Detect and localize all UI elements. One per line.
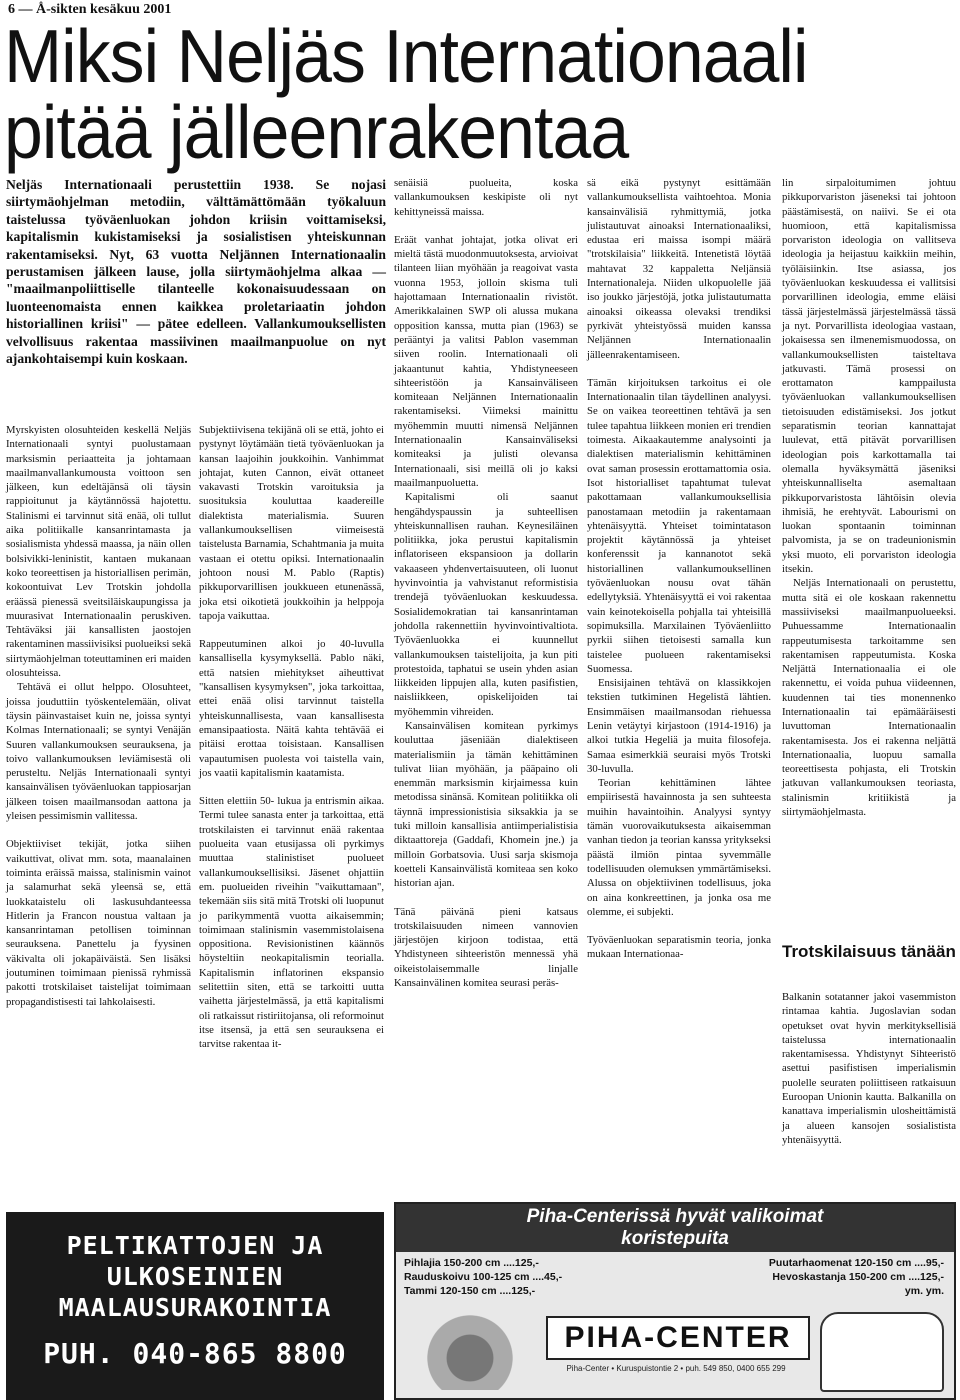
painting-advertisement <box>6 1212 384 1400</box>
paragraph: Eräät vanhat johtajat, jotka olivat eri mieltä tästä muodonmuutoksesta, arvioivat tilanteen liian myöhään ja reagoivat vasta vuonna 1953, jolloin skisma tuli hajottamaan Internationaalin rivistöt. Amerikkalainen SWP oli alussa mukana opposition kanssa, mutta pian (1963) se perääntyi ja valitsi Pablon vasemman siiven roolin. Internationaali oli jakaantunut kahtia, Yhdistyneeseen sihteeristöön ja Kansainväliseen komiteaan Neljännen Internationaalin rakentamiseksi. Viimeksi mainittu myöhemmin muutti nimensä Neljännen Internationaalin Kansainväliseksi komiteaksi ja julisti olevansa Internationaali, sisi meillä oli jo kaksi maailmanpuoluetta. <box>394 233 578 489</box>
price-item: Rauduskoivu 100-125 cm ....45,- <box>404 1271 563 1283</box>
tree-illustration <box>410 1310 530 1390</box>
column-5 <box>782 176 956 819</box>
price-item: ym. ym. <box>904 1285 944 1297</box>
column-1 <box>6 423 191 1009</box>
price-list <box>404 1256 944 1298</box>
price-item: Pihlajia 150-200 cm ....125,- <box>404 1257 539 1269</box>
ad-headline <box>396 1204 954 1252</box>
paragraph: lin sirpaloitumimen johtuu pikkuporvariston jäseneksi tai johtoon päästämisestä, on naiivi. Se ei ota huomioon, että kapitalismissa porvariston ideologia on vallitseva ideologia ja heijastuu kaikkiin meihin, työläisiinkin. Itse asiassa, jos työväenluokan keskuudessa ei vallitsisi porvarillinen ideologia, emme eläisi tässä järjestelmässä järjestelmässä tässä ja nyt. Porvarillista ideologiaa vastaan, jokaisessa sen ilmenemismuodossa, on vallankumouksellisten taisteltava jatkuvasti. Tämä prosessi on erottamaton kamppailusta työväenluokan vallankumouksellisen tietoisuuden edistämiseksi. Jos jotkut separatismin teorian kannattajat luulevat, että pitävät porvarillisen ideologian pois karkottamalla tai olemalla hyväksymättä jäseniksi yhteiskunnalliselta asemaltaan pikkuporvaristosta lähtöisin olevia ihmisiä, he erehtyvät. Labourismi on luokan spontaanin toiminnan palvomista, ja se on tradeunionismin yksi muoto, eli porvariston ideologia itsekin. <box>782 177 956 576</box>
paragraph: Ensisijainen tehtävä on klassikkojen tekstien tutkiminen Hegelistä lähtien. Ensimmäisen maailmansodan riehuessa Lenin vetäytyi kirjastoon (1914-1916) ja alkoi tutkia Hegeliä ja muita filosofeja. Samaa esimerkkiä seuraisi myös Trotski 30-luvulla. <box>587 677 771 775</box>
paragraph: Tehtävä ei ollut helppo. Olosuhteet, joissa jouduttiin työskentelemään, olivat täysin päinvastaiset kuin ne, joissa syntyi Kolmas Internationaali; se syntyi Venäjän Suuren vallankumouksen seurauksena, ja toivo vallankumouksen leviämisestä oli perusteltu. Neljäs Internationaali syntyi kansainvälisen työväenluokan tappiosarjan jälkeen toisen maailmansodan aattona ja yleisen pessimismin vallitessa. <box>6 681 191 823</box>
ad-line-3: MAALAUSURAKOINTIA <box>58 1293 332 1322</box>
headline-line-1: Miksi Neljäs Internationaali <box>4 14 808 98</box>
paragraph: Neljäs Internationaali on perustettu, mutta sitä ei ole koskaan rakennettu massiiviseksi maailmanpuolueeksi. Puhuessamme Internationaalin rappeutumisesta tarkoitamme sen rakentamisen rappeutumista. Koska Neljättä Internationaalia ei ole rakennettu, ei voida puhua viideennen, kuudennen tai ties monennenko Internationaalin tai epämääräisesti luvuttoman Internationaalin rakentamisesta. Jos ei rakenna neljättä Internationaalia, luopuu samalla teoreettisesta pohjasta, eli Trotskin jatkuvan vallankumouksen teoriasta, stalinismin kritiikistä ja siirtymäohjelmasta. <box>782 577 956 819</box>
price-item: Hevoskastanja 150-200 cm ....125,- <box>772 1271 944 1283</box>
price-row <box>404 1256 944 1270</box>
price-row <box>404 1270 944 1284</box>
ad-phone: PUH. 040-865 8800 <box>43 1337 347 1370</box>
paragraph: Objektiiviset tekijät, jotka siihen vaikuttivat, olivat mm. sota, maanalainen toiminta eräissä maissa, stalinismin vainot ja salamurhat sekä yleensä se, että luokkataistelu oli laskusuhdanteessa Hitlerin ja Francon noustua valtaan ja kansanrintaman petollisen toiminnan seurauksena. Panettelu ja fyysinen väkivalta oli jokapäiväistä. Sen lisäksi joutuminen toimimaan pienissä ryhmissä pakotti trotskilaiset taistelijat toimimaan propagandistisesti tai lahkolaisesti. <box>6 838 191 1008</box>
signboard-illustration <box>820 1312 944 1392</box>
paragraph: Työväenluokan separatismin teoria, jonka mukaan Internationaa- <box>587 934 771 961</box>
ad-headline-2: koristepuita <box>621 1228 729 1249</box>
sidebar-heading: Trotskilaisuus tänään <box>782 942 956 961</box>
paragraph: Sitten elettiin 50- lukua ja entrismin aikaa. Termi tulee sanasta enter ja tarkoittaa, että trotskilaisten ei tarvinnut enää rakentaa puolueita vaan etusijassa oli pyrkimys muuttaa stalinistiset puolueet vallankumouksellisiksi. Jäsenet ohjattiin em. puolueiden riveihin "vaikuttamaan", tekemään siis sitä mitä Trotski oli luopunut jo parikymmentä vuotta aikaisemmin; toimimaan stalinismin vasemmistolaisena oppositiona. Revisionistinen käännös höysteltiin neokapitalismin teorialla. Kapitalismin inflatorinen ekspansio selitettiin siten, että se tarkoitti uutta vaihetta järjestelmässä, ja että kapitalismi oli ratkaissut ristiriitojansa, oli reformoinut itse itsensä, ja että sen seurauksena ei tarvitse rakentaa it- <box>199 795 384 1051</box>
paragraph: Kapitalismi oli saanut hengähdyspaussin ja suhteellisen yhteiskunnallisen rauhan. Keynesiläinen politiikka, joka perustui kapitalismin inflatoriseen ekspansioon ja dollarin vakaaseen yhdenvertaisuuteen, oli luonut hyvinvointia ja vahvistanut reformistisia trendejä työväenluokan keskuudessa. Sosialidemokratian tai kansanrintaman johdolla rakennettiin hyvinvointivaltiota. Työväenluokka ei kuunnellut vallankumouksen taistelijoita, ja kun piti protestoida, taphatui se usein yhden asian liikkeiden lippujen alla, kuten pasifistien, naisliikkeen, opiskelijoiden tai myöhemmin vihreiden. <box>394 491 578 718</box>
paragraph: Kansainvälisen komitean pyrkimys kouluttaa jäseniään dialektiseen materialismiin ja tämän kehittäminen tulivat liian myöhään, ja pääpaino oli enemmän marksismin kirjaimessa kuin metodissa sinänsä. Komitean politiikka oli täynnä impressionistisia siksakkia ja se tuki milloin kansallisia antiimperialistisia diktaattoreja (Gaddafi, Khomein jne.) ja milloin Gorbatsovia. Uusi sarja skismoja koetteli Kansainvälistä komiteaa sen koko historian ajan. <box>394 719 578 890</box>
headline-line-2: pitää jälleenrakentaa <box>4 90 629 174</box>
piha-center-logo: PIHA-CENTER <box>546 1316 810 1360</box>
column-2 <box>199 423 384 1051</box>
lead-paragraph: Neljäs Internationaali perustettiin 1938. Se nojasi siirtymäohjelman metodiin, välttämättömään työkaluun taistelussa työväenluokan johdon kriisin voittamiseksi, kapitalismin kukistamiseksi ja sosialistisen yhteiskunnan rakentamiseksi. Nyt, 63 vuotta Neljännen Internationaalin perustamisen jälkeen lause, jolla siirtymäohjelma alkaa — "maailmanpoliittiselle tilanteelle kokonaisuudessaan on luonteenomaista ennen kaikkea proletariaatin johdon historiallinen kriisi" — pätee edelleen. Vallankumouksellisten velvollisuus rakentaa massiivinen maailmanpuolue on nyt ajankohtaisempi kuin koskaan. <box>6 177 386 367</box>
paragraph: senäisiä puolueita, koska vallankumouksen keskipiste oli nyt kehittyneissä maissa. <box>394 177 578 218</box>
ad-address: Piha-Center • Kuruspuistontie 2 • puh. 549 850, 0400 655 299 <box>566 1364 786 1373</box>
headline <box>4 14 888 174</box>
sidebar-text <box>782 990 956 1147</box>
paragraph: Rappeutuminen alkoi jo 40-luvulla kansallisella kysymyksellä. Pablo näki, että natsien miehitykset aiheuttivat "kansallisen kysymyksen", joka tarkoittaa, ettei enää olisi tarvinnut taistella yhteiskunnallisesta, vaan kansallisesta emansipaatiosta. Näitä kahta tehtävää ei pitäisi erottaa toisistaan. Kansallisen vapautumisen puolesta voi taistella vain, jos vaatii kapitalismin kaatamista. <box>199 638 384 779</box>
paragraph: Balkanin sotatanner jakoi vasemmiston rintamaa kahtia. Jugoslavian sodan opetukset ovat hyvin merkityksellisiä taistelussa internationaalin rakentamisessa. Yhdistynyt Sihteeristö asettui pasifistisen imperialismin puolelle seuraten poliittiseen ratkaisuun Euroopan Unionin kautta. Balkanilla on kanattava imperialismin ulosheittämistä ja alueen kansojen sosialistista yhtenäisyyttä. <box>782 991 956 1146</box>
price-item: Tammi 120-150 cm ....125,- <box>404 1285 536 1297</box>
page-header: 6 — Å-sikten kesäkuu 2001 <box>8 2 172 17</box>
ad-line-1: PELTIKATTOJEN JA <box>66 1231 324 1260</box>
paragraph: Tämän kirjoituksen tarkoitus ei ole Internationaalin tilan täydellinen analyysi. Se on vaikea teoreettinen tehtävä ja sen tulee tapahtua liikkeen monien eri trendien toimesta. Aikaakautemme analysointi ja dialektisen materialismin kehittäminen ovat saman prosessin erottamattomia osia. Isot historialliset tapahtumat tulevat pakottamaan vallankumouksellisia panostamaan metodiin ja rakentamaan yhtenäisyyttä. Yhteiset toimintatason projektit käytännössä ja yhteiset konferenssit ja kannanotot sekä historiallinen vallankumouksellinen työväenluokan nousu ovat tähän edellytyksiä. Yhtenäisyyttä ei voi rakentaa vain keinotekoisella pohjalla tai yhteisillä sopimuksilla. Marxilainen Työväenliitto pyrkii siihen tietoisesti samalla kun taistelee puolueen rakentamiseksi Suomessa. <box>587 376 771 675</box>
price-row <box>404 1284 944 1298</box>
paragraph: Subjektiivisena tekijänä oli se että, johto ei pystynyt löytämään tietä työväenluokan ja kansan laajoihin joukkoihin. Vanhimmat johtajat, kuten Cannon, eivät ottaneet vakavasti Trotskin varoituksia ja suosituksia kouluttaa kaadereille dialektista materialismia. Suuren vallankumouksellisen viimeisestä taistelusta Barnamia, Schahtmania ja muita vastaan ei otettu opiksi. Internationaalin johtoon nousi M. Pablo (Raptis) pikkuporvarillisen joukkueen etunenässä, joka etsi oikotietä joukkoihin ja helppoja tapoja vaikuttaa. <box>199 424 384 622</box>
paragraph: Myrskyisten olosuhteiden keskellä Neljäs Internationaali syntyi puolustamaan marksismin periaatteita ja johtamaan maailmanvallankumousta voittoon sen jälkeen, kun edeltäjänsä oli täysin rappioitunut ja käytännössä hajotettu. Stalinismi ei tarvinnut sitä enää, oli tullut aika politiikalle kansanrintamasta ja sosialismista yhdessä maassa, ja näin ollen bolsivikki-leninistit, kantaen mukanaan koko teoreettisen ja historiallisen perimän, kokoontuivat Lev Trotskin johdolla eräässä pienessä sveitsiläiskaupungissa ja muurasivat Internationaalin peruskiven. Tehtäväksi jäi kansallisten jaostojen rakentaminen massiivisiksi puolueiksi sekä siirtymäohjelman toteuttaminen eri maiden olosuhteissa. <box>6 424 191 680</box>
column-4 <box>587 176 771 962</box>
ad-line-2: ULKOSEINIEN <box>106 1262 284 1291</box>
price-item: Puutarhaomenat 120-150 cm ....95,- <box>768 1257 944 1269</box>
paragraph: sä eikä pystynyt esittämään vallankumouksellista vaihtoehtoa. Monia kansainvälisiä ryhmittymiä, jotka julistautuvat ainoaksi Internationaaliksi, edustaa eri maissa isompi määrä "trotskilaisia" liikkeitä. Intenetistä löytää mahtavat 32 kappaletta Neljänsiä Internationaleja. Niiden ulkopuolelle jää iso joukko järjestöjä, jotka julistautumatta ainoaksi oikeassa olevaksi trendiksi pyrkivät yhteistyössä muiden kanssa Neljännen Internationaalin jälleenrakentamiseen. <box>587 177 771 361</box>
column-3 <box>394 176 578 990</box>
ad-headline-1: Piha-Centerissä hyvät valikoimat <box>526 1206 824 1227</box>
piha-center-advertisement <box>394 1202 956 1400</box>
paragraph: Tänä päivänä pieni katsaus trotskilaisuuden nimeen vannovien järjestöjen kirjoon todistaa, että Yhdistyneen sihteeristön mennessä yhä oikeistolaisemmalle linjalle Kansainvälinen komitea seurasi peräs- <box>394 905 578 990</box>
paragraph: Teorian kehittäminen lähtee empiirisestä havainnosta ja sen suhteesta muihin havaintoihin. Analyysi syntyy tämän vuorovaikutuksesta aikaisemman vanhan tiedon ja teorian kanssa yritykseksi päästä ilmiön pintaa syvemmälle todellisuuden olemuksen ymmärtämiseksi. Alussa on objektiivinen todellisuus, joka on aina konkreettinen, ja jonka osa me olemme, ei subjekti. <box>587 777 771 918</box>
